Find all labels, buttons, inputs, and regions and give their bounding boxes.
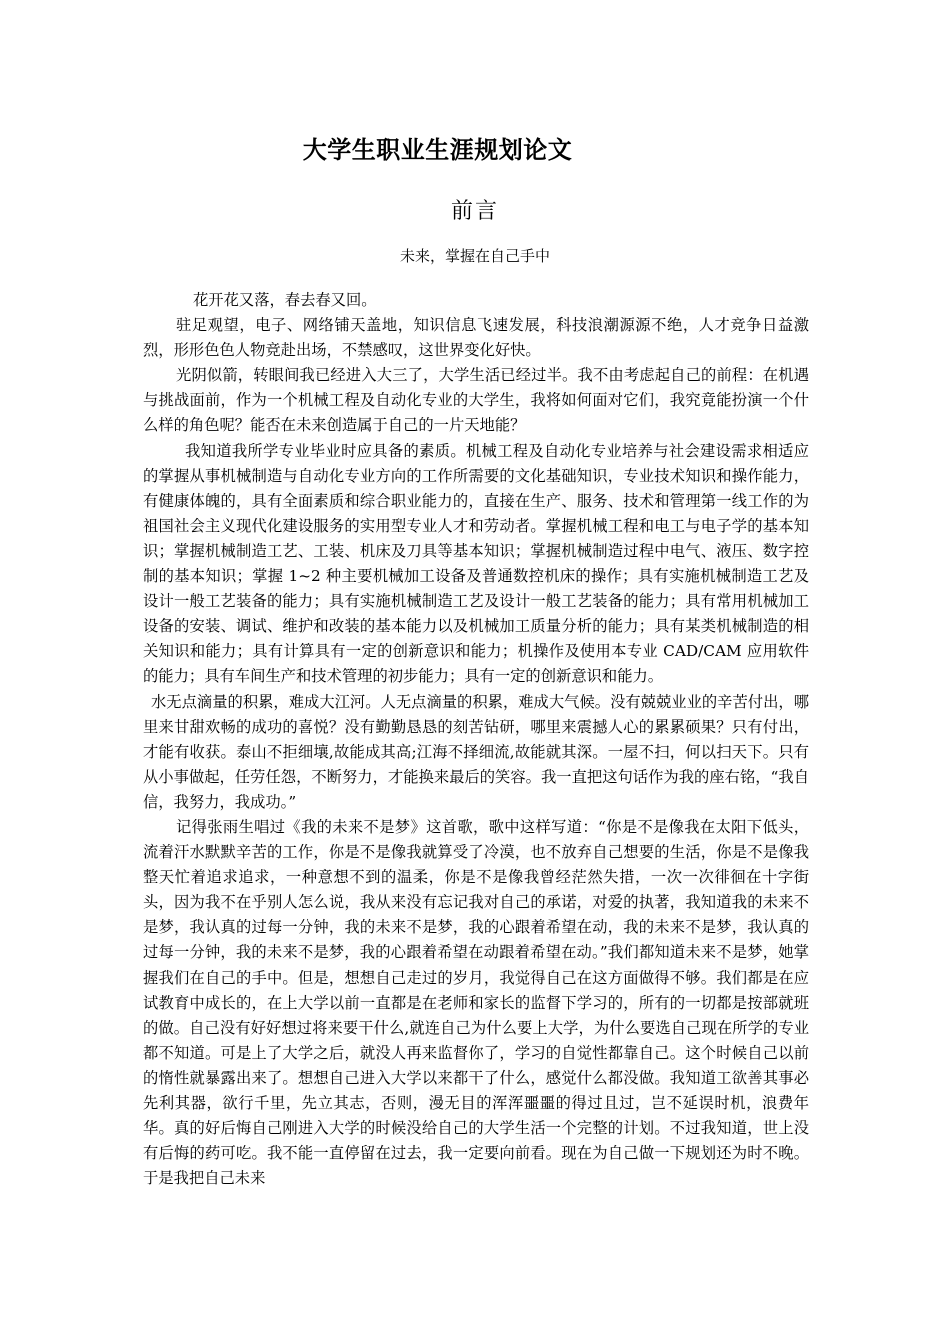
paragraph-6: 记得张雨生唱过《我的未来不是梦》这首歌，歌中这样写道：“你是不是像我在太阳下低头，流着汗水默默辛苦的工作，你是不是像我就算受了冷漠，也不放弃自己想要的生活，你是不是像我整天忙着追求追求，一种意想不到的温柔，你是不是像我曾经茫然失措，一次一次徘徊在十字街头，因为我不在乎别人怎么说，我从来没有忘记我对自己的承诺，对爱的执著，我知道我的未来不是梦，我认真的过每一分钟，我的未来不是梦，我的心跟着希望在动，我的未来不是梦，我认真的过每一分钟，我的未来不是梦，我的心跟着希望在动跟着希望在动。”我们都知道未来不是梦，她掌握我们在自己的手中。但是，想想自己走过的岁月，我觉得自己在这方面做得不够。我们都是在应试教育中成长的，在上大学以前一直都是在老师和家长的监督下学习的，所有的一切都是按部就班的做。自己没有好好想过将来要干什么,就连自己为什么要上大学，为什么要选自己现在所学的专业都不知道。可是上了大学之后，就没人再来监督你了，学习的自觉性都靠自己。这个时候自己以前的惰性就暴露出来了。想想自己进入大学以来都干了什么，感觉什么都没做。我知道工欲善其事必先利其器，欲行千里，先立其志，否则，漫无目的浑浑噩噩的得过且过，岂不延误时机，浪费年华。真的好后悔自己刚进入大学的时候没给自己的大学生活一个完整的计划。不过我知道，世上没有后悔的药可吃。我不能一直停留在过去，我一定要向前看。现在为自己做一下规划还为时不晚。于是我把自己未来 — [143, 817, 809, 1188]
document-title: 大学生职业生涯规划论文 — [302, 136, 573, 164]
preface-heading: 前言 — [450, 199, 499, 224]
paragraph-5: 水无点滴量的积累，难成大江河。人无点滴量的积累，难成大气候。没有兢兢业业的辛苦付出，哪里来甘甜欢畅的成功的喜悦？没有勤勤恳恳的刻苦钻研，哪里来震撼人心的累累硕果？只有付出，才能有收获。泰山不拒细壤,故能成其高;江海不择细流,故能就其深。一屋不扫，何以扫天下。只有从小事做起，任劳任怨，不断努力，才能换来最后的笑容。我一直把这句话作为我的座右铭，“我自信，我努力，我成功。” — [143, 692, 809, 811]
body-text — [143, 288, 809, 1191]
paragraph-1: 花开花又落，春去春又回。 — [193, 291, 377, 309]
paragraph-4: 我知道我所学专业毕业时应具备的素质。机械工程及自动化专业培养与社会建设需求相适应的掌握从事机械制造与自动化专业方向的工作所需要的文化基础知识，专业技术知识和操作能力，有健康体魄的，具有全面素质和综合职业能力的，直接在生产、服务、技术和管理第一线工作的为祖国社会主义现代化建设服务的实用型专业人才和劳动者。掌握机械工程和电工与电子学的基本知识；掌握机械制造工艺、工装、机床及刀具等基本知识；掌握机械制造过程中电气、液压、数字控制的基本知识；掌握 1~2 种主要机械加工设备及普通数控机床的操作；具有实施机械制造工艺及设计一般工艺装备的能力；具有实施机械制造工艺及设计一般工艺装备的能力；具有常用机械加工设备的安装、调试、维护和改装的基本能力以及机械加工质量分析的能力；具有某类机械制造的相关知识和能力；具有计算具有一定的创新意识和能力；机操作及使用本专业 CAD/CAM 应用软件的能力；具有车间生产和技术管理的初步能力；具有一定的创新意识和能力。 — [143, 441, 809, 686]
paragraph-2: 驻足观望，电子、网络铺天盖地，知识信息飞速发展，科技浪潮源源不绝，人才竞争日益激烈，形形色色人物竞赴出场，不禁感叹，这世界变化好快。 — [143, 316, 809, 360]
subtitle: 未来，掌握在自己手中 — [399, 247, 550, 265]
paragraph-3: 光阴似箭，转眼间我已经进入大三了，大学生活已经过半。我不由考虑起自己的前程：在机遇与挑战面前，作为一个机械工程及自动化专业的大学生，我将如何面对它们，我究竟能扮演一个什么样的角色呢？能否在未来创造属于自己的一片天地能？ — [143, 366, 809, 435]
